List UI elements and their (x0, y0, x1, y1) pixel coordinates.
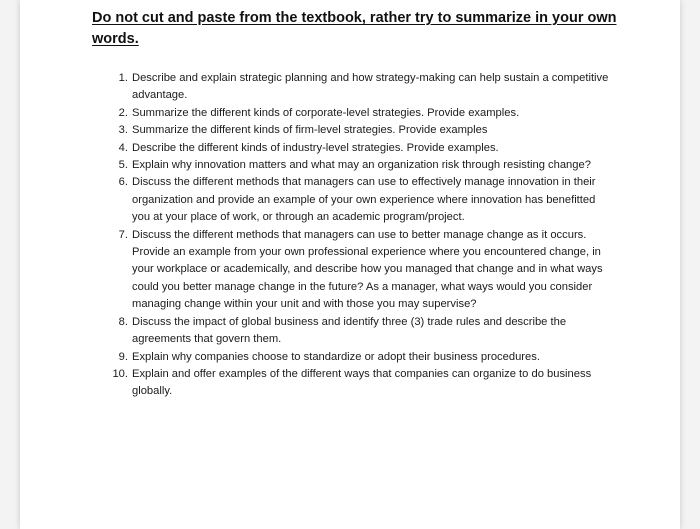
question-text: Describe and explain strategic planning and how strategy-making can help sustain a competitive advantage. (132, 72, 609, 102)
question-text: Discuss the impact of global business and identify three (3) trade rules and describe the agreements that govern them. (132, 315, 567, 346)
question-item-4 (112, 140, 612, 157)
question-number: 4. (118, 141, 128, 154)
question-text: Explain why companies choose to standardize or adopt their business procedures. (132, 350, 540, 363)
question-item-10 (112, 366, 612, 401)
question-text: Explain why innovation matters and what may an organization risk through resisting change? (132, 159, 591, 172)
question-item-8 (112, 314, 612, 349)
question-number: 1. (118, 72, 128, 84)
question-number: 6. (118, 176, 128, 189)
question-number: 10. (112, 367, 128, 380)
question-text: Summarize the different kinds of corporate-level strategies. Provide examples. (132, 106, 520, 119)
question-number: 2. (118, 106, 128, 119)
question-number: 7. (118, 228, 128, 241)
question-list (112, 70, 612, 401)
instruction-heading: Do not cut and paste from the textbook, rather try to summarize in your own words. (92, 10, 617, 47)
question-item-9 (112, 349, 612, 366)
question-item-5 (112, 157, 612, 174)
question-number: 9. (118, 350, 128, 363)
question-text: Describe the different kinds of industry-level strategies. Provide examples. (132, 141, 499, 154)
document-page (20, 0, 680, 529)
question-text: Explain and offer examples of the different ways that companies can organize to do business globally. (132, 367, 592, 398)
question-item-7 (112, 227, 612, 314)
question-item-1 (112, 70, 612, 105)
question-item-3 (112, 122, 612, 139)
question-text: Summarize the different kinds of firm-level strategies. Provide examples (132, 124, 488, 137)
question-item-6 (112, 174, 612, 226)
question-text: Discuss the different methods that managers can use to better manage change as it occurs. Provide an example from your own professional experience where you encountered change, in your workplace or academically, and describe how you managed that change and in what ways could you better manage change in the future? As a manager, what ways would you consider managing change within your unit and with those you may supervise? (132, 228, 603, 311)
question-text: Discuss the different methods that managers can use to effectively manage innovation in their organization and provide an example of your own experience where innovation has benefitted you at your place of work, or through an academic program/project. (132, 176, 596, 224)
question-number: 3. (118, 124, 128, 137)
question-number: 5. (118, 159, 128, 172)
question-item-2 (112, 105, 612, 122)
question-number: 8. (118, 315, 128, 328)
